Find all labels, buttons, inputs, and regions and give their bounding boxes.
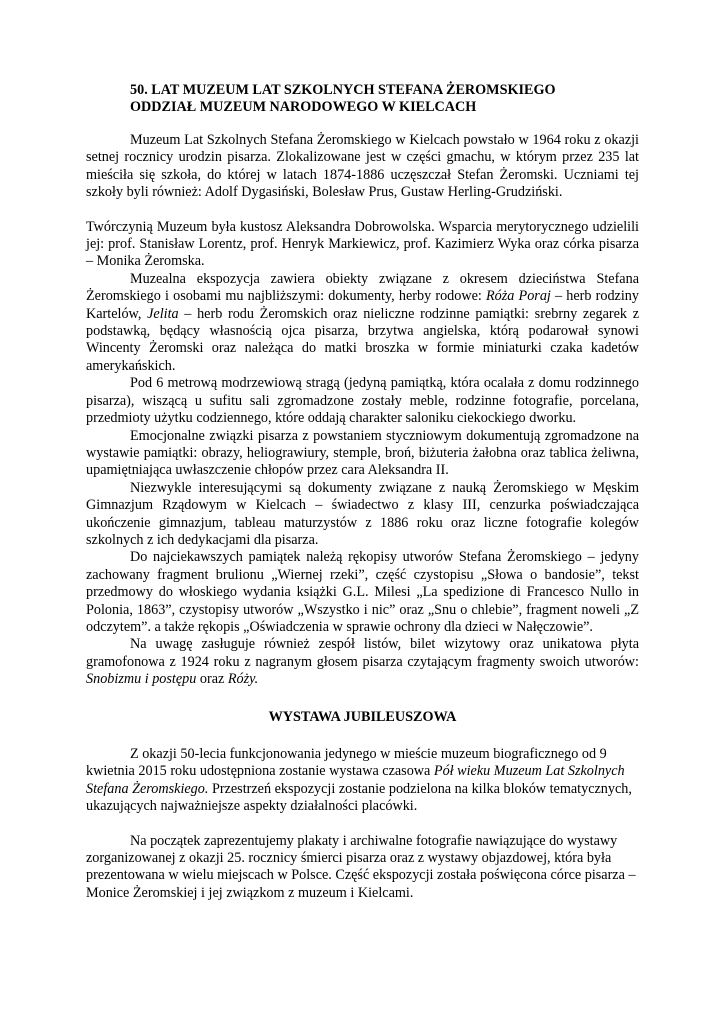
paragraph-8 [86, 636, 639, 688]
p9-text-a: Z okazji 50-lecia funkcjonowania jedynego w mieście muzeum biograficznego od 9 kwietnia 2015 roku udostępniona zostanie wystawa czasowa [86, 746, 607, 780]
p8-text-b: oraz [196, 671, 228, 688]
p3-rosa-poraj: Róża Poraj [486, 288, 551, 305]
p9-text-b: Przestrzeń ekspozycji zostanie podzielona na kilka bloków tematycznych, ukazujących najważniejsze aspekty działalności placówki. [86, 780, 632, 815]
title-line-1: 50. LAT MUZEUM LAT SZKOLNYCH STEFANA ŻEROMSKIEGO [130, 82, 556, 98]
paragraph-4: Pod 6 metrową modrzewiową stragą (jedyną pamiątką, która ocalała z domu rodzinnego pisarza), wiszącą u sufitu sali zgromadzone zostały meble, rodzinne fotografie, porcelana, przedmioty użytku codziennego, które oddają charakter saloniku ciekockiego dworku. [86, 375, 639, 427]
paragraph-2: Twórczynią Muzeum była kustosz Aleksandra Dobrowolska. Wsparcia merytorycznego udzielili jej: prof. Stanisław Lorentz, prof. Henryk Markiewicz, prof. Kazimierz Wyka oraz córka pisarza – Monika Żeromska. [86, 218, 639, 270]
paragraph-3 [86, 271, 639, 375]
paragraph-7: Do najciekawszych pamiątek należą rękopisy utworów Stefana Żeromskiego – jedyny zachowany fragment brulionu „Wiernej rzeki”, część czystopisu „Słowa o bandosie”, tekst przedmowy do włoskiego wydania książki G.L. Milesi „La spedizione di Francesco Nullo in Polonia, 1863”, czystopisy utworów „Wszystko i nic” oraz „Snu o chlebie”, fragment noweli „Z odczytem”. a także rękopis „Oświadczenia w sprawie ochrony dla dzieci w Nałęczowie”. [86, 549, 639, 635]
title-line-2: ODDZIAŁ MUZEUM NARODOWEGO W KIELCACH [130, 99, 477, 115]
p3-text-b: – herb rodziny Kartelów, [86, 288, 639, 322]
p8-roza: Róży. [227, 671, 259, 688]
page-title [130, 82, 639, 116]
paragraph-6: Niezwykle interesującymi są dokumenty związane z nauką Żeromskiego w Męskim Gimnazjum Rządowym w Kielcach – świadectwo z klasy III, cenzurka poświadczająca ukończenie gimnazjum, tableau maturzystów z 1886 roku oraz liczne fotografie kolegów szkolnych z ich dedykacjami dla pisarza. [86, 479, 639, 548]
paragraph-9 [86, 746, 639, 816]
p3-text-a: Muzealna ekspozycja zawiera obiekty związane z okresem dzieciństwa Stefana Żeromskiego i osobami mu najbliższymi: dokumenty, herby rodowe: [86, 270, 639, 305]
paragraph-1: Muzeum Lat Szkolnych Stefana Żeromskiego w Kielcach powstało w 1964 roku z okazji setnej rocznicy urodzin pisarza. Zlokalizowane jest w części gmachu, w którym przez 235 lat mieściła się szkoła, do której w latach 1874-1886 uczęszczał Stefan Żeromski. Uczniami tej szkoły byli również: Adolf Dygasiński, Bolesław Prus, Gustaw Herling-Grudziński. [86, 132, 639, 201]
p3-text-c: – herb rodu Żeromskich oraz nieliczne rodzinne pamiątki: srebrny zegarek z podstawką, będący własnością ojca pisarza, brzytwa angielska, którą podarował synowi Wincenty Żeromski oraz należąca do matki broszka w formie miniaturki czaka kadetów amerykańskich. [86, 305, 639, 374]
p3-jelita: Jelita [147, 305, 179, 322]
paragraph-10: Na początek zaprezentujemy plakaty i archiwalne fotografie nawiązujące do wystawy zorganizowanej z okazji 25. rocznicy śmierci pisarza oraz z wystawy objazdowej, która była prezentowana w wielu miejscach w Polsce. Część ekspozycji została poświęcona córce pisarza – Monice Żeromskiej i jej związkom z muzeum i Kielcami. [86, 832, 636, 901]
section-title: WYSTAWA JUBILEUSZOWA [268, 708, 457, 725]
p8-text-a: Na uwagę zasługuje również zespół listów, bilet wizytowy oraz unikatowa płyta gramofonowa z 1924 roku z nagranym głosem pisarza czytającym fragmenty swoich utworów: [86, 636, 639, 670]
p9-exhibition-title: Pół wieku Muzeum Lat Szkolnych Stefana Żeromskiego. [86, 763, 625, 797]
p8-snobizm: Snobizmu i postępu [86, 671, 197, 688]
paragraph-5: Emocjonalne związki pisarza z powstaniem styczniowym dokumentują zgromadzone na wystawie pamiątki: obrazy, heliograwiury, stemple, broń, biżuteria żałobna oraz tablica żeliwna, upamiętniająca uwłaszczenie chłopów przez cara Aleksandra II. [86, 427, 639, 479]
